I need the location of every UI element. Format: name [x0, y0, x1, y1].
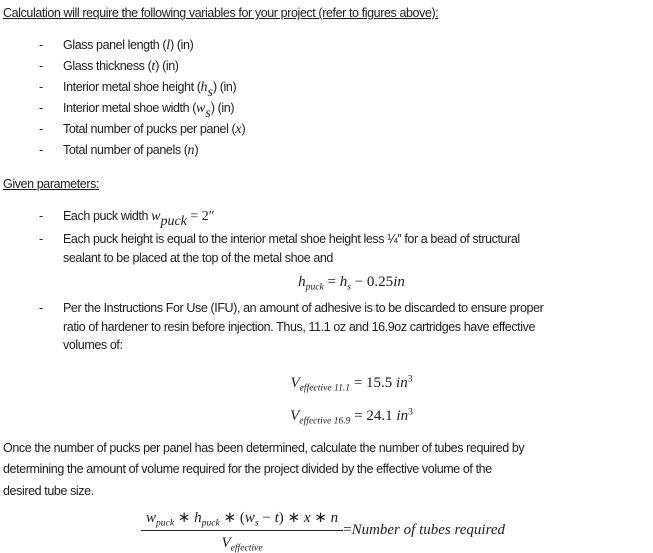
variable-list-item — [3, 119, 643, 140]
math-variable: h — [200, 80, 208, 95]
text-run: Interior metal shoe width ( — [63, 101, 197, 115]
variable-list-item — [3, 35, 643, 56]
math-operator: ∗ — [174, 510, 195, 526]
math-exponent: 3 — [407, 373, 413, 385]
math-subscript: puck — [155, 517, 175, 529]
math-unit: in — [396, 407, 409, 424]
text-line: volumes of: — [63, 338, 123, 352]
math-subscript: effective — [230, 542, 263, 553]
math-variable: h — [298, 274, 306, 290]
dash-bullet: - — [39, 101, 43, 115]
math-value: = 15.5 — [350, 374, 397, 391]
math-subscript: s — [347, 281, 351, 293]
math-operator: − — [258, 510, 275, 526]
math-variable: V — [290, 374, 300, 391]
dash-bullet: - — [39, 301, 43, 315]
math-subscript: s — [207, 84, 213, 100]
dash-bullet: - — [39, 38, 43, 52]
math-subscript: puck — [305, 281, 324, 293]
variable-text — [63, 35, 193, 56]
variable-list-item — [3, 77, 643, 98]
formula-result-text: Number of tubes required — [351, 522, 506, 538]
math-subscript: puck — [160, 213, 187, 229]
math-variable: x — [303, 510, 311, 526]
dash-bullet: - — [39, 122, 43, 136]
math-variable: w — [151, 209, 161, 224]
fraction-numerator — [141, 509, 343, 531]
text-run: Each puck width — [63, 209, 152, 223]
fraction — [141, 509, 343, 552]
text-line: ratio of hardener to resin before injection. Thus, 11.1 oz and 16.9oz cartridges have effective — [63, 319, 536, 334]
math-subscript: effective 11.1 — [299, 381, 351, 393]
given-parameters-heading: Given parameters: — [3, 177, 100, 191]
math-variable: h — [194, 510, 202, 526]
given-parameters-list — [3, 206, 643, 427]
math-variable: n — [330, 510, 339, 526]
variables-heading: Calculation will require the following variables for your project (refer to figures above): — [3, 6, 439, 20]
dash-bullet: - — [39, 80, 43, 94]
math-variable: t — [274, 510, 279, 526]
text-run: ) (in) — [170, 38, 194, 52]
math-variable: n — [187, 143, 195, 158]
puck-height-item — [3, 230, 643, 267]
math-variable: V — [221, 535, 231, 551]
text-line: sealant to be placed at the top of the metal shoe and — [63, 250, 333, 265]
text-run: ) — [194, 143, 199, 157]
math-value: = 2″ — [186, 209, 215, 224]
puck-width-text — [63, 206, 215, 227]
closing-paragraph — [3, 438, 643, 503]
variable-list-item — [3, 140, 643, 161]
text-line: Once the number of pucks per panel has been determined, calculate the number of tubes required by — [3, 440, 525, 455]
text-run: ) — [241, 122, 246, 136]
text-run: Glass thickness ( — [63, 59, 152, 73]
effective-volume-11-1-formula — [3, 372, 643, 394]
adhesive-item — [3, 299, 643, 355]
math-operator: ∗ — [310, 510, 331, 526]
math-variable: V — [290, 407, 300, 424]
math-subscript: effective 16.9 — [299, 414, 351, 426]
adhesive-text — [63, 299, 543, 355]
math-variable: t — [151, 59, 156, 74]
math-variable: w — [145, 510, 156, 526]
text-run: Interior metal shoe height ( — [63, 80, 201, 94]
variables-list — [3, 35, 643, 161]
equals-sign: = — [343, 522, 352, 538]
math-unit: in — [396, 374, 408, 391]
math-variable: h — [339, 274, 348, 290]
variable-text — [63, 77, 236, 98]
math-subscript: puck — [201, 517, 220, 529]
variable-text — [63, 140, 198, 161]
math-operator: ) ∗ — [278, 510, 304, 526]
text-line: Per the Instructions For Use (IFU), an amount of adhesive is to be discarded to ensure proper — [63, 301, 544, 315]
dash-bullet: - — [39, 209, 43, 223]
math-subscript: s — [205, 105, 211, 121]
math-exponent: 3 — [408, 406, 413, 418]
math-variable: l — [166, 38, 171, 53]
puck-height-text — [63, 230, 520, 267]
math-unit: in — [393, 274, 405, 290]
tubes-required-formula — [3, 509, 643, 552]
text-run: ) (in) — [155, 59, 179, 73]
math-variable: x — [235, 122, 242, 137]
equals-sign: = — [323, 274, 340, 290]
text-line: determining the amount of volume required for the project divided by the effective volume of the — [3, 462, 492, 476]
math-subscript: s — [254, 517, 259, 529]
puck-width-item — [3, 206, 643, 227]
dash-bullet: - — [39, 59, 43, 73]
text-line: desired tube size. — [3, 483, 94, 498]
variable-list-item — [3, 98, 643, 119]
math-operator: ∗ ( — [219, 510, 245, 526]
math-variable: w — [196, 101, 206, 116]
math-value: − 0.25 — [350, 274, 394, 290]
text-run: Total number of panels ( — [63, 143, 188, 157]
text-run: ) (in) — [210, 101, 235, 115]
variable-list-item — [3, 56, 643, 77]
variable-text — [63, 98, 234, 119]
text-run: Glass panel length ( — [63, 38, 167, 52]
dash-bullet: - — [39, 232, 43, 246]
math-variable: w — [244, 510, 255, 526]
math-value: = 24.1 — [350, 407, 397, 424]
variable-text — [63, 56, 179, 77]
text-run: ) (in) — [212, 80, 237, 94]
dash-bullet: - — [39, 143, 43, 157]
effective-volume-16-9-formula — [3, 405, 643, 427]
fraction-denominator — [141, 531, 343, 552]
text-run: Total number of pucks per panel ( — [63, 122, 236, 136]
puck-height-formula — [3, 271, 643, 293]
variable-text — [63, 119, 245, 140]
text-line: Each puck height is equal to the interior metal shoe height less ¼″ for a bead of structural — [63, 232, 520, 246]
